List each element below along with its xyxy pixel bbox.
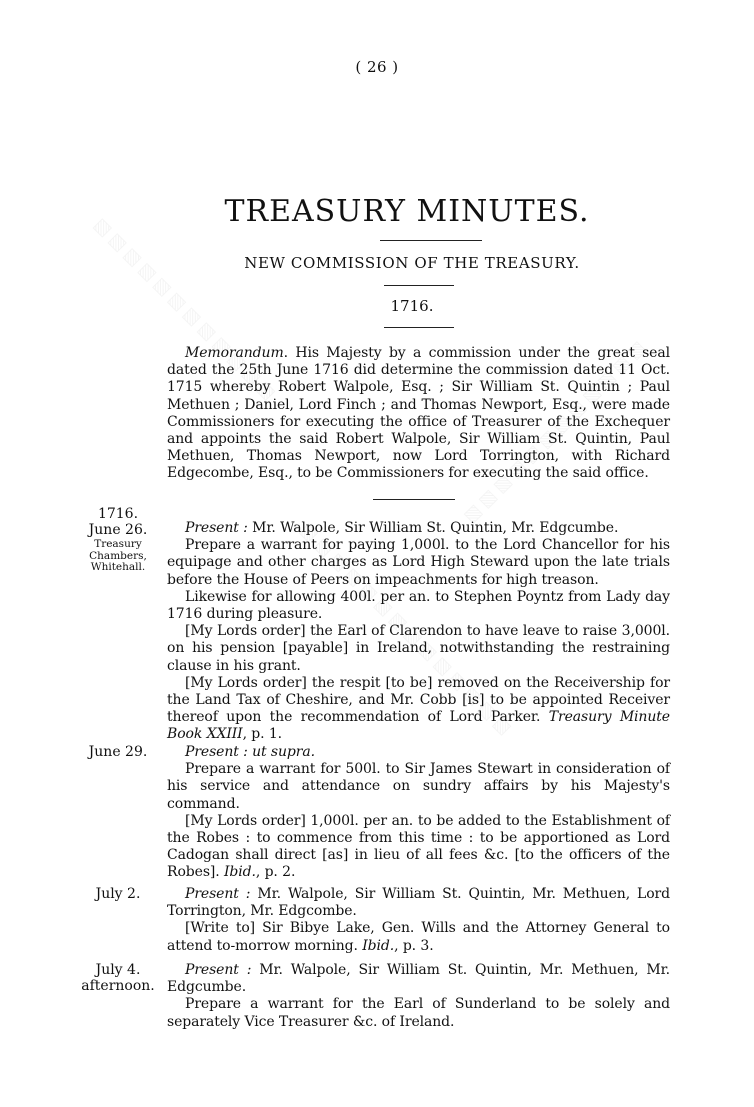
- memorandum-paragraph: [167, 345, 670, 483]
- memo-divider: [373, 499, 455, 500]
- present-label: Present :: [185, 744, 248, 760]
- entry-date-column: [78, 886, 158, 902]
- source-page: , p. 2.: [255, 864, 296, 881]
- minute-paragraph: [My Lords order] the respit [to be] removed on the Receivership for the Land Tax of Cheshire, and Mr. Cobb [is] to be appointed Receiver thereof upon the recommendation of Lord Parker.: [167, 674, 670, 726]
- minute-paragraph: Prepare a warrant for 500l. to Sir James Stewart in consideration of his service and attendance on sundry affairs by his Majesty's command.: [167, 761, 670, 812]
- present-list: Mr. Walpole, Sir William St. Quintin, Mr. Methuen, Mr. Edgcumbe.: [167, 962, 671, 996]
- entry-body: [167, 520, 670, 744]
- entry-date-column: [78, 744, 158, 760]
- title-divider: [380, 240, 482, 241]
- source-reference: Treasury Minute Book XXIII: [167, 709, 670, 743]
- source-reference: Ibid.: [223, 864, 256, 881]
- present-list: Mr. Walpole, Sir William St. Quintin, Mr. Edgcumbe.: [247, 520, 619, 536]
- year-divider: [384, 327, 454, 328]
- minute-paragraph: Prepare a warrant for the Earl of Sunderland to be solely and separately Vice Treasurer &c. of Ireland.: [167, 996, 670, 1030]
- present-label: Present :: [185, 962, 252, 978]
- section-subtitle: NEW COMMISSION OF THE TREASURY.: [244, 254, 580, 272]
- entry-time: afternoon.: [81, 978, 155, 994]
- present-label: Present :: [185, 886, 251, 902]
- minute-paragraph: Prepare a warrant for paying 1,000l. to the Lord Chancellor for his equipage and other charges as Lord High Steward upon the late trials before the House of Peers on impeachments for high treason.: [167, 537, 670, 588]
- entry-date-column: [78, 506, 158, 574]
- entry-date: July 4.: [95, 962, 141, 978]
- entry-date-column: [78, 962, 158, 994]
- minute-paragraph: Likewise for allowing 400l. per an. to Stephen Poyntz from Lady day 1716 during pleasure.: [167, 588, 670, 623]
- page-number: ( 26 ): [355, 58, 399, 76]
- entry-body: [167, 886, 670, 955]
- source-page: , p. 1.: [242, 726, 283, 743]
- entry-body: [167, 962, 670, 1031]
- year-heading: 1716.: [390, 297, 434, 315]
- present-label: Present :: [185, 520, 248, 536]
- minute-paragraph: [My Lords order] 1,000l. per an. to be added to the Establishment of the Robes : to commence from this time : to be apportioned as Lord Cadogan shall direct [as] in lieu of all fees &c. [to the officers of the Robes].: [167, 812, 670, 881]
- entry-place: Treasury Chambers, Whitehall.: [89, 538, 147, 573]
- memorandum-text: . His Majesty by a commission under the great seal dated the 25th June 1716 did determine the commission dated 11 Oct. 1715 whereby Robert Walpole, Esq. ; Sir William St. Quintin ; Paul Methuen ; Daniel, Lord Finch ; and Thomas Newport, Esq., were made Commissioners for executing the office of Treasurer of the Exchequer and appoints the said Robert Walpole, Sir William St. Quintin, Paul Methuen, Thomas Newport, now Lord Torrington, with Richard Edgecombe, Esq., to be Commissioners for executing the said office.: [167, 345, 670, 482]
- entry-body: [167, 744, 670, 882]
- memorandum-label: Memorandum: [185, 345, 284, 361]
- present-list: Mr. Walpole, Sir William St. Quintin, Mr. Methuen, Lord Torrington, Mr. Edgcombe.: [167, 886, 670, 920]
- present-list: ut supra.: [247, 744, 315, 760]
- source-reference: Ibid.: [362, 937, 395, 954]
- subtitle-divider: [384, 285, 454, 286]
- entry-date: July 2.: [95, 886, 141, 902]
- entry-date: June 26.: [88, 522, 148, 538]
- entry-date: June 29.: [88, 744, 148, 760]
- page-title: TREASURY MINUTES.: [224, 194, 590, 229]
- minute-paragraph: [My Lords order] the Earl of Clarendon to have leave to raise 3,000l. on his pension [payable] in Ireland, notwithstanding the restraining clause in his grant.: [167, 623, 670, 674]
- minute-paragraph: [Write to] Sir Bibye Lake, Gen. Wills and the Attorney General to attend to-morrow morning.: [167, 920, 670, 954]
- entry-year: 1716.: [97, 506, 139, 522]
- source-page: , p. 3.: [394, 937, 434, 954]
